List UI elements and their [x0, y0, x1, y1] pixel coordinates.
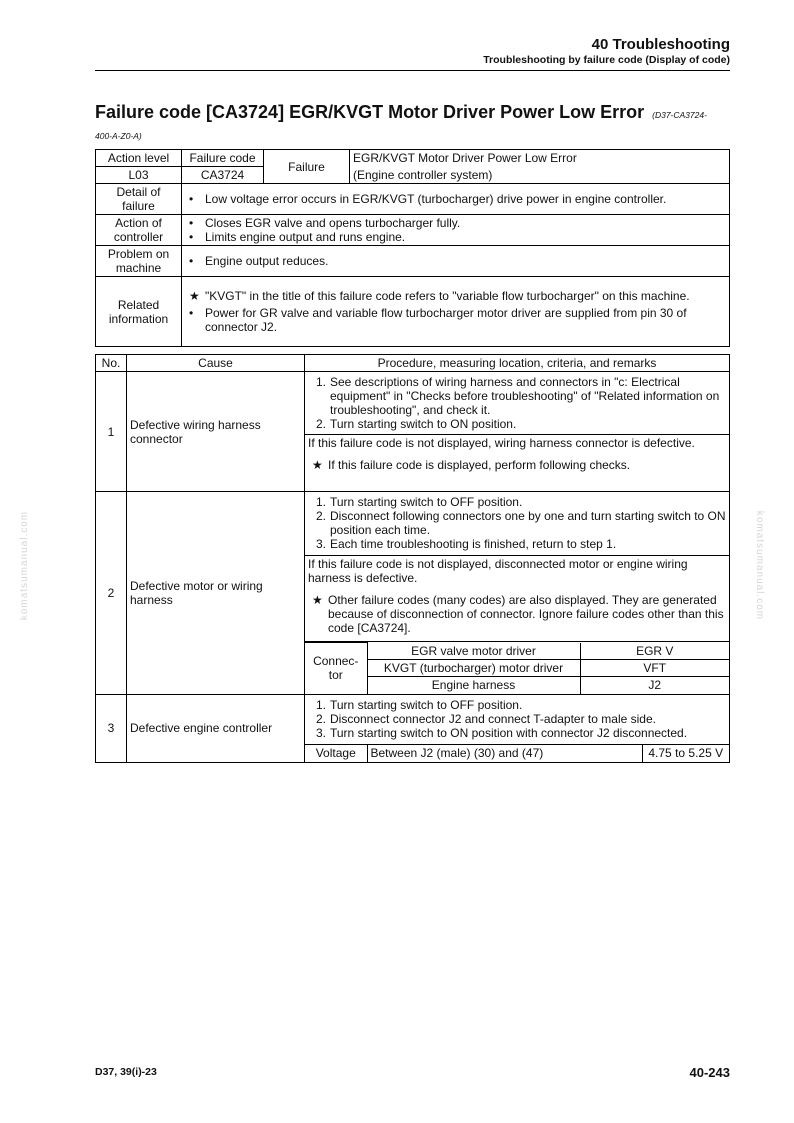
step-number: 3.: [315, 537, 326, 551]
measurement-value: 4.75 to 5.25 V: [648, 746, 724, 760]
header-rule: [95, 70, 730, 71]
detail-text: Low voltage error occurs in EGR/KVGT (turbocharger) drive power in engine controller.: [205, 192, 667, 206]
star-icon: ★: [189, 289, 200, 303]
watermark-left: komatsumanual.com: [19, 510, 31, 621]
action-text-2: Limits engine output and runs engine.: [205, 230, 406, 244]
step-number: 1.: [315, 375, 326, 389]
row-3-measurement-cell: [305, 744, 730, 762]
connector-code-2: VFT: [580, 660, 729, 677]
row-3-step-2: Disconnect connector J2 and connect T-adapter to male side.: [330, 711, 656, 726]
problem-cell: [182, 246, 730, 277]
bullet: •: [189, 254, 194, 268]
page-title: [95, 102, 707, 123]
star-icon: ★: [312, 458, 323, 472]
row-1-result-cell: [305, 435, 730, 492]
header-no: No.: [96, 355, 127, 372]
failure-info-table: [95, 149, 730, 347]
row-1-steps: [305, 372, 730, 435]
row-3-steps: [305, 694, 730, 744]
title-text: Failure code [CA3724] EGR/KVGT Motor Driver Power Low Error: [95, 102, 645, 122]
bullet: •: [189, 192, 194, 206]
row-2-note: Other failure codes (many codes) are also displayed. They are generated because of disconnection of connector. Ignore failure codes other than this code [CA3724].: [328, 593, 724, 635]
bullet: •: [189, 230, 194, 244]
watermark-right: komatsumanual.com: [754, 510, 766, 621]
step-number: 1.: [315, 697, 326, 712]
star-icon: ★: [312, 593, 323, 607]
problem-label: Problem on machine: [96, 246, 182, 277]
footer-page-number: 40-243: [689, 1065, 730, 1080]
connector-table: [305, 642, 729, 694]
row-3-step-3: Turn starting switch to ON position with connector J2 disconnected.: [330, 725, 688, 740]
section-title: 40 Troubleshooting: [591, 36, 730, 53]
related-cell: [182, 277, 730, 347]
related-text-1: "KVGT" in the title of this failure code refers to "variable flow turbocharger" on this machine.: [205, 289, 690, 303]
failure-system: (Engine controller system): [353, 168, 493, 182]
measurement-location: Between J2 (male) (30) and (47): [367, 745, 642, 762]
related-label: Related information: [96, 277, 182, 347]
cause-table: [95, 354, 730, 763]
row-1-step-1: See descriptions of wiring harness and connectors in "c: Electrical equipment" in "Checks before troubleshooting" of "Related information on troubleshooting", and check it.: [330, 375, 720, 417]
row-2-step-1: Turn starting switch to OFF position.: [330, 495, 523, 509]
action-level-value: L03: [96, 167, 182, 184]
related-text-2: Power for GR valve and variable flow turbocharger motor driver are supplied from pin 30 of connector J2.: [205, 306, 687, 334]
header-cause: Cause: [127, 355, 305, 372]
step-number: 2.: [315, 417, 326, 431]
detail-cell: [182, 184, 730, 215]
failure-label: Failure: [264, 150, 350, 184]
failure-description: [350, 150, 730, 184]
connector-part-1: EGR valve motor driver: [367, 643, 580, 660]
row-1-result: If this failure code is not displayed, wiring harness connector is defective.: [308, 436, 695, 450]
failure-name: EGR/KVGT Motor Driver Power Low Error: [353, 151, 577, 165]
header-procedure: Procedure, measuring location, criteria, and remarks: [305, 355, 730, 372]
row-1-note: If this failure code is displayed, perform following checks.: [328, 458, 631, 472]
row-1-step-2: Turn starting switch to ON position.: [330, 417, 517, 431]
step-number: 2.: [315, 509, 326, 523]
connector-code-1: EGR V: [580, 643, 729, 660]
step-number: 3.: [315, 725, 326, 740]
row-1-cause: Defective wiring harness connector: [127, 372, 305, 492]
row-2-step-2: Disconnect following connectors one by one and turn starting switch to ON position each time.: [330, 509, 726, 537]
problem-text: Engine output reduces.: [205, 254, 329, 268]
bullet: •: [189, 306, 194, 320]
row-2-result-cell: [305, 556, 730, 642]
connector-label: Connec- tor: [305, 643, 367, 694]
title-code-part1: (D37-CA3724-: [652, 110, 707, 120]
row-3-no: 3: [96, 694, 127, 762]
row-2-result: If this failure code is not displayed, disconnected motor or engine wiring harness is defective.: [308, 557, 688, 585]
measurement-label: Voltage: [305, 745, 367, 762]
connector-part-2: KVGT (turbocharger) motor driver: [367, 660, 580, 677]
step-number: 2.: [315, 711, 326, 726]
footer-model: D37, 39(i)-23: [95, 1066, 157, 1078]
row-3-cause: Defective engine controller: [127, 694, 305, 762]
action-level-label: Action level: [96, 150, 182, 167]
row-2-cause: Defective motor or wiring harness: [127, 492, 305, 695]
step-number: 1.: [315, 495, 326, 509]
row-2-connector-cell: [305, 642, 730, 695]
measurement-table: [305, 745, 729, 762]
subsection-title: Troubleshooting by failure code (Display of code): [483, 54, 730, 66]
row-2-no: 2: [96, 492, 127, 695]
action-cell: [182, 215, 730, 246]
row-1-no: 1: [96, 372, 127, 492]
row-2-steps: [305, 492, 730, 556]
failure-code-label: Failure code: [182, 150, 264, 167]
failure-code-value: CA3724: [182, 167, 264, 184]
action-label: Action of controller: [96, 215, 182, 246]
row-2-step-3: Each time troubleshooting is finished, return to step 1.: [330, 537, 617, 551]
connector-code-3: J2: [580, 677, 729, 694]
row-3-step-1: Turn starting switch to OFF position.: [330, 697, 523, 712]
bullet: •: [189, 216, 194, 230]
action-text-1: Closes EGR valve and opens turbocharger fully.: [205, 216, 461, 230]
connector-part-3: Engine harness: [367, 677, 580, 694]
title-code-part2: 400-A-Z0-A): [95, 131, 142, 141]
detail-label: Detail of failure: [96, 184, 182, 215]
